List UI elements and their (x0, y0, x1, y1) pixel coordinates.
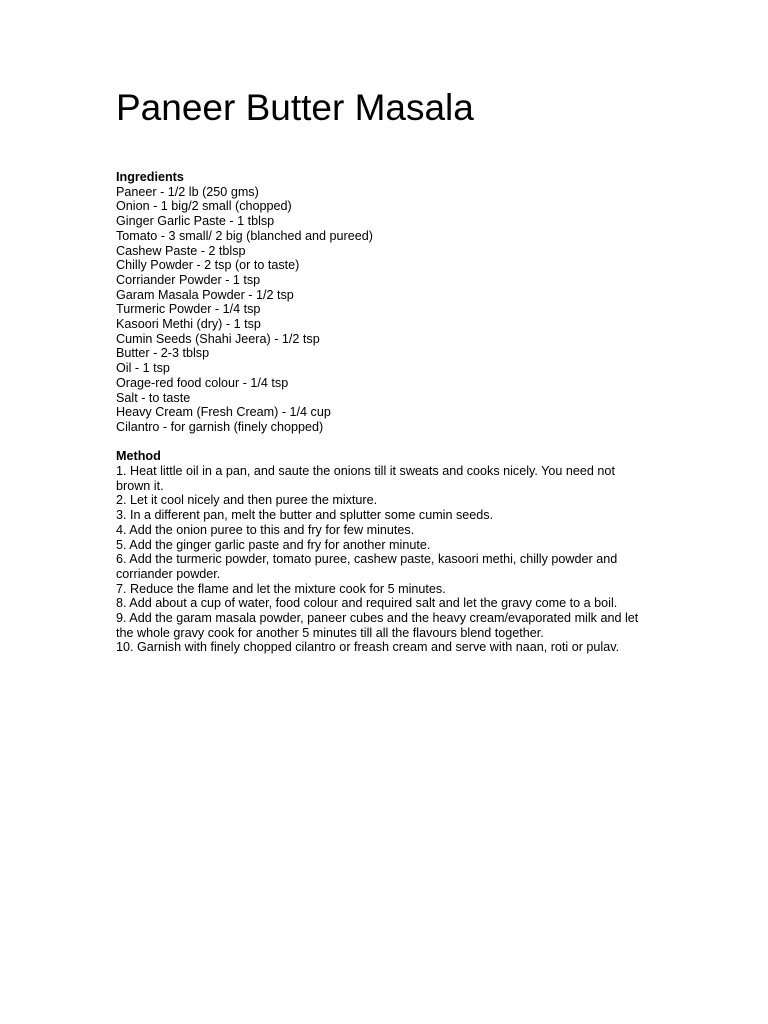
ingredient-item: Garam Masala Powder - 1/2 tsp (116, 287, 294, 302)
ingredient-item: Turmeric Powder - 1/4 tsp (116, 302, 261, 317)
ingredient-item: Corriander Powder - 1 tsp (116, 272, 261, 287)
ingredient-item: Heavy Cream (Fresh Cream) - 1/4 cup (116, 405, 331, 420)
method-step: 1. Heat little oil in a pan, and saute the onions till it sweats and cooks nicely. You need not brown it. (116, 464, 615, 493)
method-step: 7. Reduce the flame and let the mixture cook for 5 minutes. (116, 581, 446, 596)
method-step: 8. Add about a cup of water, food colour and required salt and let the gravy come to a boil. (116, 596, 618, 611)
document-title: Paneer Butter Masala (116, 87, 474, 128)
method-heading: Method (116, 449, 161, 464)
method-step: 5. Add the ginger garlic paste and fry for another minute. (116, 537, 431, 552)
ingredients-heading: Ingredients (116, 170, 184, 184)
ingredient-item: Ginger Garlic Paste - 1 tblsp (116, 214, 275, 229)
ingredient-item: Chilly Powder - 2 tsp (or to taste) (116, 258, 300, 273)
section-spacer (116, 435, 646, 450)
method-section (116, 449, 646, 655)
ingredient-item: Cashew Paste - 2 tblsp (116, 243, 246, 258)
ingredient-item: Kasoori Methi (dry) - 1 tsp (116, 317, 261, 332)
method-step: 9. Add the garam masala powder, paneer cubes and the heavy cream/evaporated milk and let the whole gravy cook for another 5 minutes till all the flavours blend together. (116, 611, 639, 640)
method-step: 4. Add the onion puree to this and fry for few minutes. (116, 522, 415, 537)
ingredient-item: Orage-red food colour - 1/4 tsp (116, 375, 289, 390)
ingredients-section (116, 170, 646, 435)
document-body (116, 170, 646, 655)
ingredient-item: Tomato - 3 small/ 2 big (blanched and pureed) (116, 228, 373, 243)
ingredient-item: Paneer - 1/2 lb (250 gms) (116, 184, 259, 199)
method-step: 6. Add the turmeric powder, tomato puree, cashew paste, kasoori methi, chilly powder and corriander powder. (116, 552, 618, 581)
ingredient-item: Salt - to taste (116, 390, 191, 405)
ingredients-list (116, 185, 646, 435)
method-steps (116, 464, 646, 655)
ingredient-item: Cilantro - for garnish (finely chopped) (116, 419, 324, 434)
ingredient-item: Onion - 1 big/2 small (chopped) (116, 199, 292, 214)
ingredient-item: Oil - 1 tsp (116, 361, 170, 376)
method-step: 3. In a different pan, melt the butter and splutter some cumin seeds. (116, 508, 494, 523)
method-step: 2. Let it cool nicely and then puree the mixture. (116, 493, 378, 508)
ingredient-item: Cumin Seeds (Shahi Jeera) - 1/2 tsp (116, 331, 320, 346)
method-step: 10. Garnish with finely chopped cilantro or freash cream and serve with naan, roti or pulav. (116, 640, 620, 655)
ingredient-item: Butter - 2-3 tblsp (116, 346, 210, 361)
